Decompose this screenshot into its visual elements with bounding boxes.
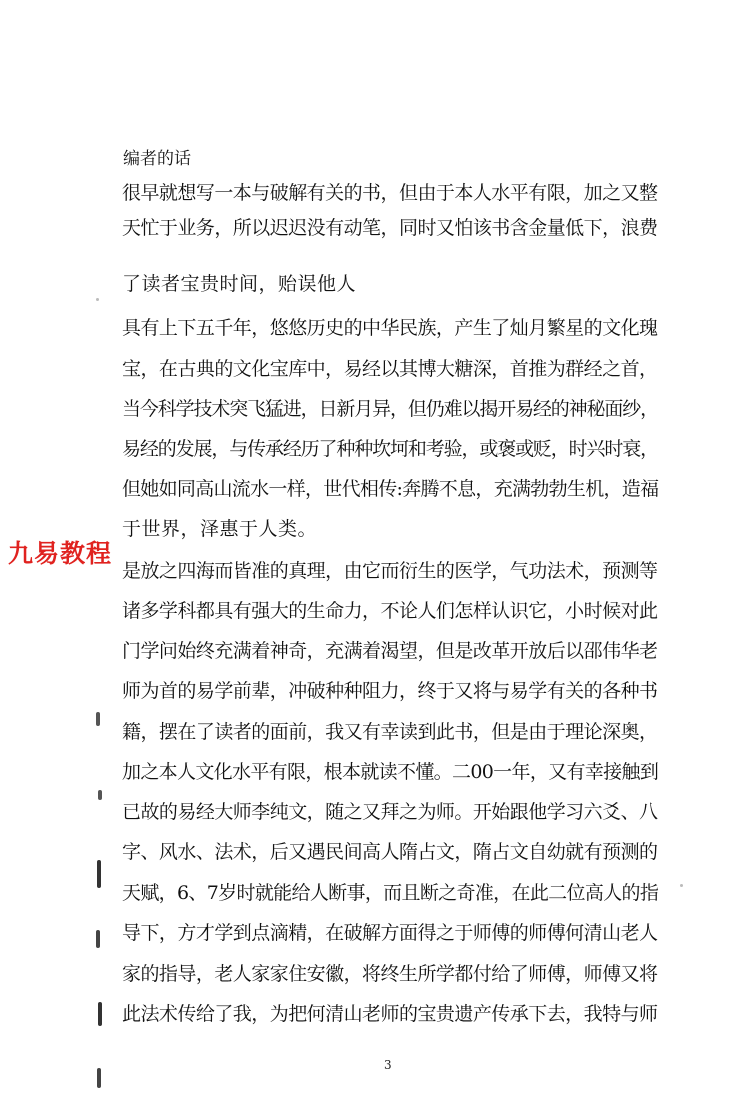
text-line: 此法术传给了我，为把何清山老师的宝贵遗产传承下去，我特与师 [122, 1003, 658, 1025]
scan-speck [680, 884, 683, 887]
text-line: 字、风水、法术，后又遇民间高人隋占文，隋占文自幼就有预测的 [122, 841, 658, 863]
text-line: 门学问始终充满着神奇，充满着渴望，但是改革开放后以邵伟华老 [122, 640, 658, 662]
text-line: 导下，方才学到点滴精，在破解方面得之于师傅的师傅何清山老人 [122, 922, 658, 944]
text-line: 于世界，泽惠于人类。 [122, 518, 318, 540]
scan-speck [96, 298, 99, 301]
text-line: 加之本人文化水平有限，根本就读不懂。二00一年，又有幸接触到 [122, 761, 659, 783]
text-line: 易经的发展，与传承经历了种种坎坷和考验，或褒或贬，时兴时衰， [122, 438, 659, 460]
text-line: 天赋，6、7岁时就能给人断事，而且断之奇准，在此二位高人的指 [122, 882, 659, 904]
watermark: 九易教程 [8, 539, 113, 568]
page-title: 编者的话 [123, 149, 191, 169]
text-line: 已故的易经大师李纯文，随之又拜之为师。开始跟他学习六爻、八 [122, 801, 658, 823]
text-line: 家的指导，老人家家住安徽，将终生所学都付给了师傅，师傅又将 [122, 963, 658, 985]
page-number: 3 [384, 1058, 392, 1072]
text-line: 是放之四海而皆准的真理，由它而衍生的医学，气功法术，预测等 [122, 560, 658, 582]
text-line: 宝，在古典的文化宝库中，易经以其博大糖深，首推为群经之首， [122, 358, 658, 380]
text-line: 很早就想写一本与破解有关的书，但由于本人水平有限，加之又整 [122, 182, 658, 204]
text-line: 具有上下五千年，悠悠历史的中华民族，产生了灿月繁星的文化瑰 [122, 317, 658, 339]
text-line: 师为首的易学前辈，冲破种种阻力，终于又将与易学有关的各种书 [122, 680, 658, 702]
text-line: 籍，摆在了读者的面前，我又有幸读到此书，但是由于理论深奥， [122, 721, 658, 743]
text-line: 诸多学科都具有强大的生命力，不论人们怎样认识它，小时候对此 [122, 600, 658, 622]
text-line: 当今科学技术突飞猛进，日新月异，但仍难以揭开易经的神秘面纱， [122, 398, 659, 420]
text-line: 了读者宝贵时间，贻误他人 [122, 273, 357, 295]
text-line: 但她如同高山流水一样，世代相传:奔腾不息，充满勃勃生机，造福 [122, 478, 659, 500]
text-line: 天忙于业务，所以迟迟没有动笔，同时又怕该书含金量低下，浪费 [122, 217, 658, 239]
